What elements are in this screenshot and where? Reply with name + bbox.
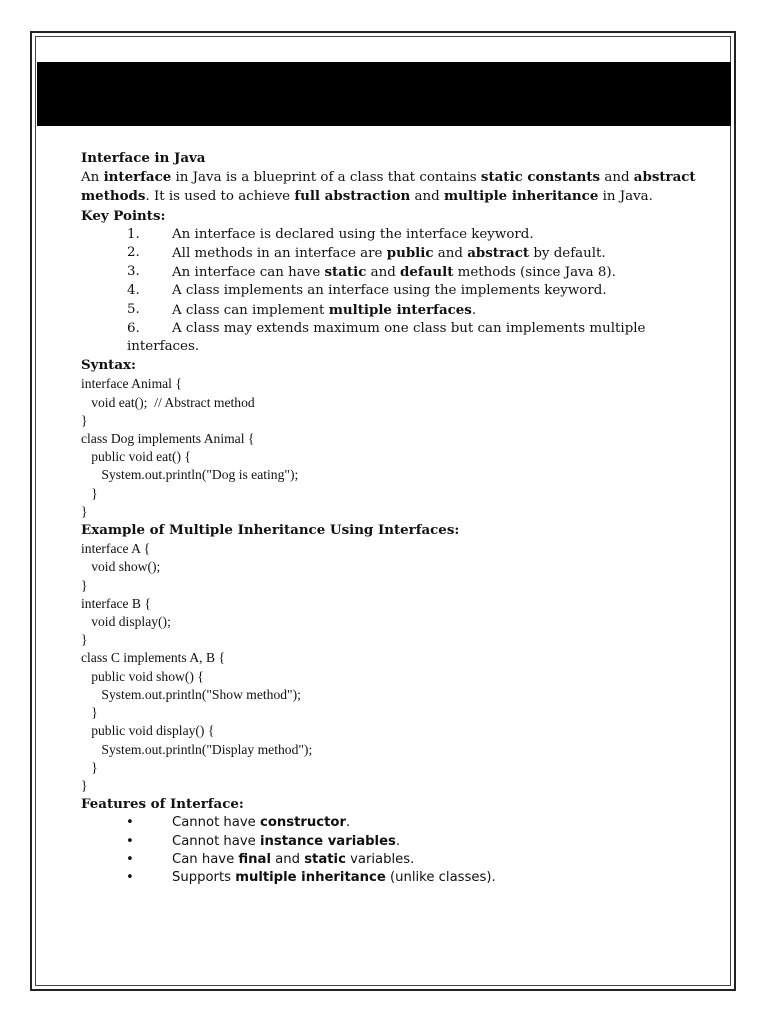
- code-line: class Dog implements Animal {: [81, 431, 255, 447]
- key-point-item: 6. A class may extends maximum one class but can implements multiple: [127, 320, 646, 336]
- code-line: void display();: [81, 614, 171, 630]
- code-line: System.out.println("Display method");: [81, 741, 313, 757]
- key-point-item: 3. An interface can have static and default methods (since Java 8).: [127, 264, 616, 281]
- code-line: }: [81, 777, 88, 793]
- code-line: }: [81, 485, 98, 501]
- code-line: void show();: [81, 559, 161, 575]
- intro-paragraph: An interface in Java is a blueprint of a class that contains static constants and abstract methods. It is used to achieve full abstraction and multiple inheritance in Java.: [81, 169, 696, 205]
- document-body: [81, 149, 721, 887]
- feature-item: • Can have final and static variables.: [81, 851, 721, 869]
- key-point-item-wrap: interfaces.: [127, 339, 200, 355]
- bullet-icon: •: [126, 833, 134, 849]
- key-point-item: 2. All methods in an interface are public and abstract by default.: [127, 245, 606, 262]
- feature-item: • Supports multiple inheritance (unlike classes).: [81, 869, 721, 887]
- code-line: System.out.println("Dog is eating");: [81, 467, 299, 483]
- code-line: }: [81, 577, 88, 593]
- code-line: class C implements A, B {: [81, 650, 225, 666]
- bullet-icon: •: [126, 815, 134, 831]
- code-line: public void show() {: [81, 668, 204, 684]
- code-line: public void eat() {: [81, 449, 191, 465]
- key-points-title: Key Points:: [81, 207, 166, 224]
- syntax-title: Syntax:: [81, 357, 136, 374]
- key-point-item: 5. A class can implement multiple interfaces.: [127, 301, 477, 318]
- bullet-icon: •: [126, 869, 134, 885]
- example-title: Example of Multiple Inheritance Using Interfaces:: [81, 522, 460, 539]
- feature-item: • Cannot have constructor.: [81, 814, 721, 832]
- code-line: public void display() {: [81, 723, 215, 739]
- features-title: Features of Interface:: [81, 796, 244, 813]
- code-line: }: [81, 412, 88, 428]
- code-line: interface B {: [81, 595, 151, 611]
- code-line: }: [81, 759, 98, 775]
- key-point-item: 1. An interface is declared using the interface keyword.: [127, 226, 534, 242]
- heading: Interface in Java: [81, 150, 206, 166]
- code-line: interface Animal {: [81, 376, 182, 392]
- code-line: System.out.println("Show method");: [81, 686, 301, 702]
- code-line: }: [81, 705, 98, 721]
- code-line: }: [81, 503, 88, 519]
- code-line: interface A {: [81, 541, 151, 557]
- feature-item: • Cannot have instance variables.: [81, 833, 721, 851]
- code-line: }: [81, 632, 88, 648]
- bullet-icon: •: [126, 851, 134, 867]
- code-line: void eat(); // Abstract method: [81, 394, 255, 410]
- header-banner: [37, 62, 731, 126]
- key-point-item: 4. A class implements an interface using the implements keyword.: [127, 283, 607, 299]
